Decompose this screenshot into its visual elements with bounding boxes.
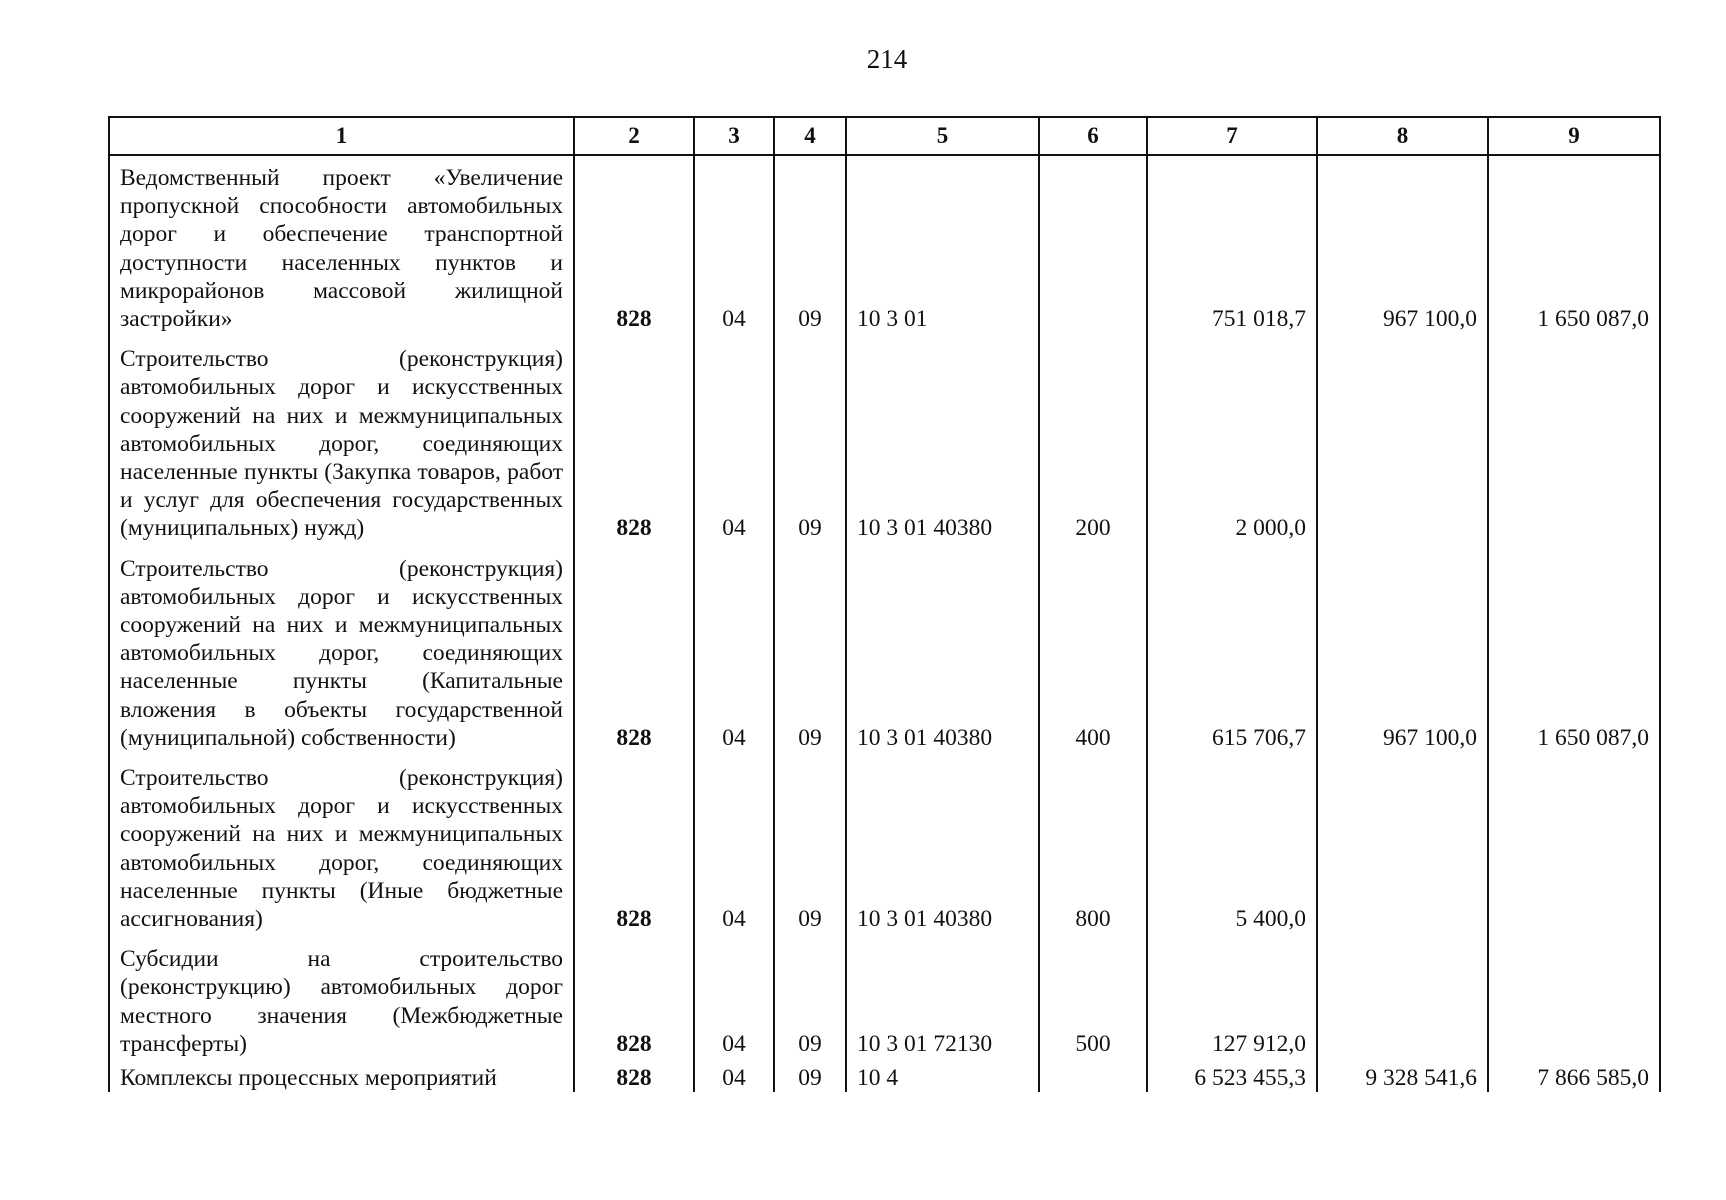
target-article-cell: 10 3 01 72130 bbox=[846, 937, 1039, 1062]
row-name-cell: Ведомственный проект «Увеличение пропускной способности автомобильных дорог и обеспечение транспортной доступности населенных пунктов и микрорайонов массовой жилищной застройки» bbox=[109, 155, 574, 337]
chapter-code-cell: 828 bbox=[574, 937, 694, 1062]
expense-type-cell bbox=[1039, 1062, 1147, 1092]
column-header-6: 6 bbox=[1039, 117, 1147, 155]
amount-col7-cell: 5 400,0 bbox=[1147, 756, 1317, 937]
chapter-code-cell: 828 bbox=[574, 155, 694, 337]
target-article-cell: 10 4 bbox=[846, 1062, 1039, 1092]
amount-col9-cell bbox=[1488, 756, 1660, 937]
table-row bbox=[109, 547, 1660, 756]
amount-col8-cell bbox=[1317, 337, 1488, 546]
subsection-code-cell: 09 bbox=[774, 756, 846, 937]
expense-type-cell: 500 bbox=[1039, 937, 1147, 1062]
table-row bbox=[109, 337, 1660, 546]
column-header-3: 3 bbox=[694, 117, 774, 155]
table-body bbox=[109, 155, 1660, 1092]
column-header-9: 9 bbox=[1488, 117, 1660, 155]
expense-type-cell: 400 bbox=[1039, 547, 1147, 756]
expense-type-cell: 200 bbox=[1039, 337, 1147, 546]
amount-col8-cell: 967 100,0 bbox=[1317, 547, 1488, 756]
section-code-cell: 04 bbox=[694, 547, 774, 756]
row-name-cell: Субсидии на строительство (реконструкцию) автомобильных дорог местного значения (Межбюджетные трансферты) bbox=[109, 937, 574, 1062]
amount-col9-cell bbox=[1488, 937, 1660, 1062]
amount-col9-cell: 1 650 087,0 bbox=[1488, 547, 1660, 756]
table-row bbox=[109, 155, 1660, 337]
section-code-cell: 04 bbox=[694, 155, 774, 337]
target-article-cell: 10 3 01 40380 bbox=[846, 337, 1039, 546]
chapter-code-cell: 828 bbox=[574, 547, 694, 756]
chapter-code-cell: 828 bbox=[574, 337, 694, 546]
amount-col7-cell: 615 706,7 bbox=[1147, 547, 1317, 756]
amount-col9-cell bbox=[1488, 337, 1660, 546]
page-number: 214 bbox=[866, 44, 908, 74]
budget-table bbox=[108, 116, 1661, 1092]
amount-col8-cell bbox=[1317, 756, 1488, 937]
target-article-cell: 10 3 01 40380 bbox=[846, 547, 1039, 756]
column-header-2: 2 bbox=[574, 117, 694, 155]
section-code-cell: 04 bbox=[694, 1062, 774, 1092]
column-header-4: 4 bbox=[774, 117, 846, 155]
subsection-code-cell: 09 bbox=[774, 547, 846, 756]
chapter-code-cell: 828 bbox=[574, 756, 694, 937]
row-name-cell: Строительство (реконструкция) автомобильных дорог и искусственных сооружений на них и межмуниципальных автомобильных дорог, соединяющих населенные пункты (Капитальные вложения в объекты государственной (муниципальной) собственности) bbox=[109, 547, 574, 756]
table-header bbox=[109, 117, 1660, 155]
amount-col9-cell: 1 650 087,0 bbox=[1488, 155, 1660, 337]
table-row bbox=[109, 1062, 1660, 1092]
row-name-cell: Строительство (реконструкция) автомобильных дорог и искусственных сооружений на них и межмуниципальных автомобильных дорог, соединяющих населенные пункты (Закупка товаров, работ и услуг для обеспечения государственных (муниципальных) нужд) bbox=[109, 337, 574, 546]
section-code-cell: 04 bbox=[694, 937, 774, 1062]
target-article-cell: 10 3 01 bbox=[846, 155, 1039, 337]
subsection-code-cell: 09 bbox=[774, 337, 846, 546]
amount-col7-cell: 2 000,0 bbox=[1147, 337, 1317, 546]
section-code-cell: 04 bbox=[694, 337, 774, 546]
amount-col7-cell: 127 912,0 bbox=[1147, 937, 1317, 1062]
expense-type-cell bbox=[1039, 155, 1147, 337]
subsection-code-cell: 09 bbox=[774, 1062, 846, 1092]
amount-col7-cell: 751 018,7 bbox=[1147, 155, 1317, 337]
subsection-code-cell: 09 bbox=[774, 937, 846, 1062]
amount-col8-cell: 967 100,0 bbox=[1317, 155, 1488, 337]
amount-col9-cell: 7 866 585,0 bbox=[1488, 1062, 1660, 1092]
amount-col8-cell bbox=[1317, 937, 1488, 1062]
target-article-cell: 10 3 01 40380 bbox=[846, 756, 1039, 937]
column-header-5: 5 bbox=[846, 117, 1039, 155]
amount-col8-cell: 9 328 541,6 bbox=[1317, 1062, 1488, 1092]
subsection-code-cell: 09 bbox=[774, 155, 846, 337]
row-name-cell: Комплексы процессных мероприятий bbox=[109, 1062, 574, 1092]
amount-col7-cell: 6 523 455,3 bbox=[1147, 1062, 1317, 1092]
row-name-cell: Строительство (реконструкция) автомобильных дорог и искусственных сооружений на них и межмуниципальных автомобильных дорог, соединяющих населенные пункты (Иные бюджетные ассигнования) bbox=[109, 756, 574, 937]
chapter-code-cell: 828 bbox=[574, 1062, 694, 1092]
table-row bbox=[109, 937, 1660, 1062]
column-header-7: 7 bbox=[1147, 117, 1317, 155]
table-row bbox=[109, 756, 1660, 937]
expense-type-cell: 800 bbox=[1039, 756, 1147, 937]
column-header-8: 8 bbox=[1317, 117, 1488, 155]
section-code-cell: 04 bbox=[694, 756, 774, 937]
header-row bbox=[109, 117, 1660, 155]
column-header-1: 1 bbox=[109, 117, 574, 155]
